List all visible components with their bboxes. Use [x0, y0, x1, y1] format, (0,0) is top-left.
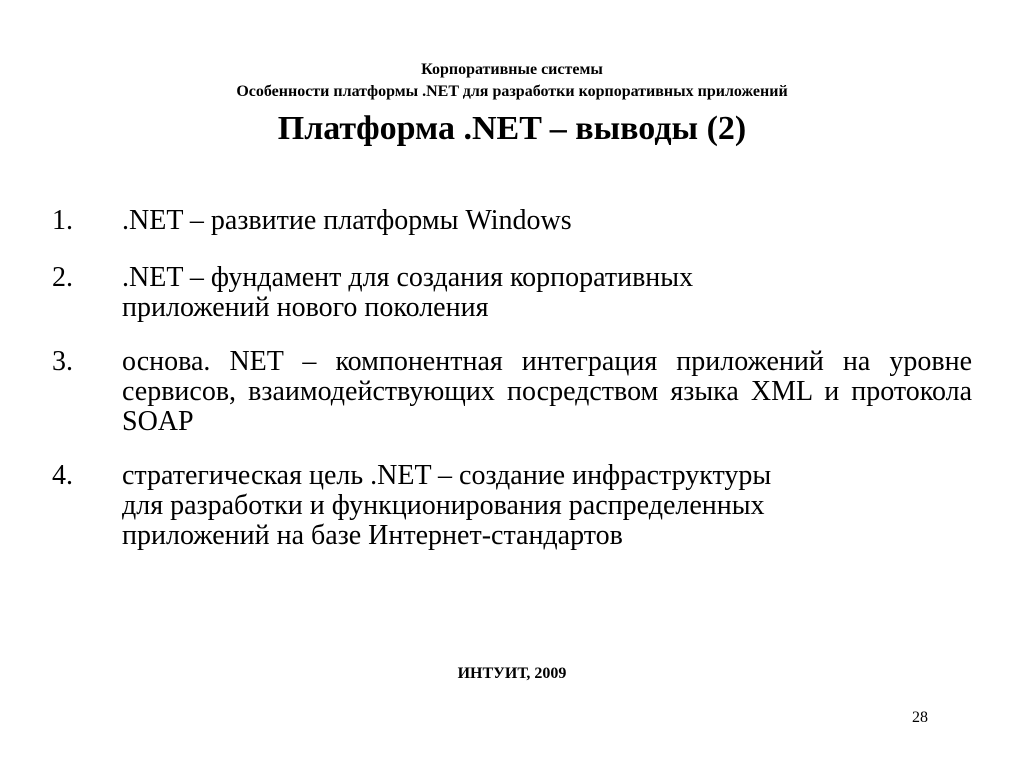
slide-title: Платформа .NET – выводы (2)	[277, 110, 747, 147]
topic-title: Особенности платформы .NET для разработки корпоративных приложений	[236, 83, 788, 100]
list-item	[52, 263, 972, 323]
item-text-line: .NET – развитие платформы Windows	[122, 205, 572, 236]
item-text-line: для разработки и функционирования распределенных	[122, 490, 765, 521]
page-number: 28	[912, 709, 928, 726]
item-number: 1.	[52, 205, 73, 236]
item-text-line: приложений на базе Интернет-стандартов	[122, 520, 623, 551]
item-text	[122, 206, 972, 236]
item-number: 4.	[52, 460, 73, 491]
publisher-footer: ИНТУИТ, 2009	[457, 665, 567, 682]
item-text-line: стратегическая цель .NET – создание инфраструктуры	[122, 460, 772, 491]
item-text	[122, 461, 972, 551]
slide-header	[0, 60, 1024, 149]
item-text: основа. NET – компонентная интеграция приложений на уровне сервисов, взаимодействующих посредством языка XML и протокола SOAP	[122, 346, 972, 437]
course-title: Корпоративные системы	[421, 61, 603, 78]
item-number: 2.	[52, 262, 73, 293]
list-item	[52, 461, 972, 551]
item-number: 3.	[52, 346, 73, 377]
item-text	[122, 263, 972, 323]
item-text-line: приложений нового поколения	[122, 292, 489, 323]
list-item	[52, 206, 972, 236]
item-text-line: .NET – фундамент для создания корпоративных	[122, 262, 694, 293]
conclusions-list	[52, 206, 972, 551]
list-item	[52, 347, 972, 437]
